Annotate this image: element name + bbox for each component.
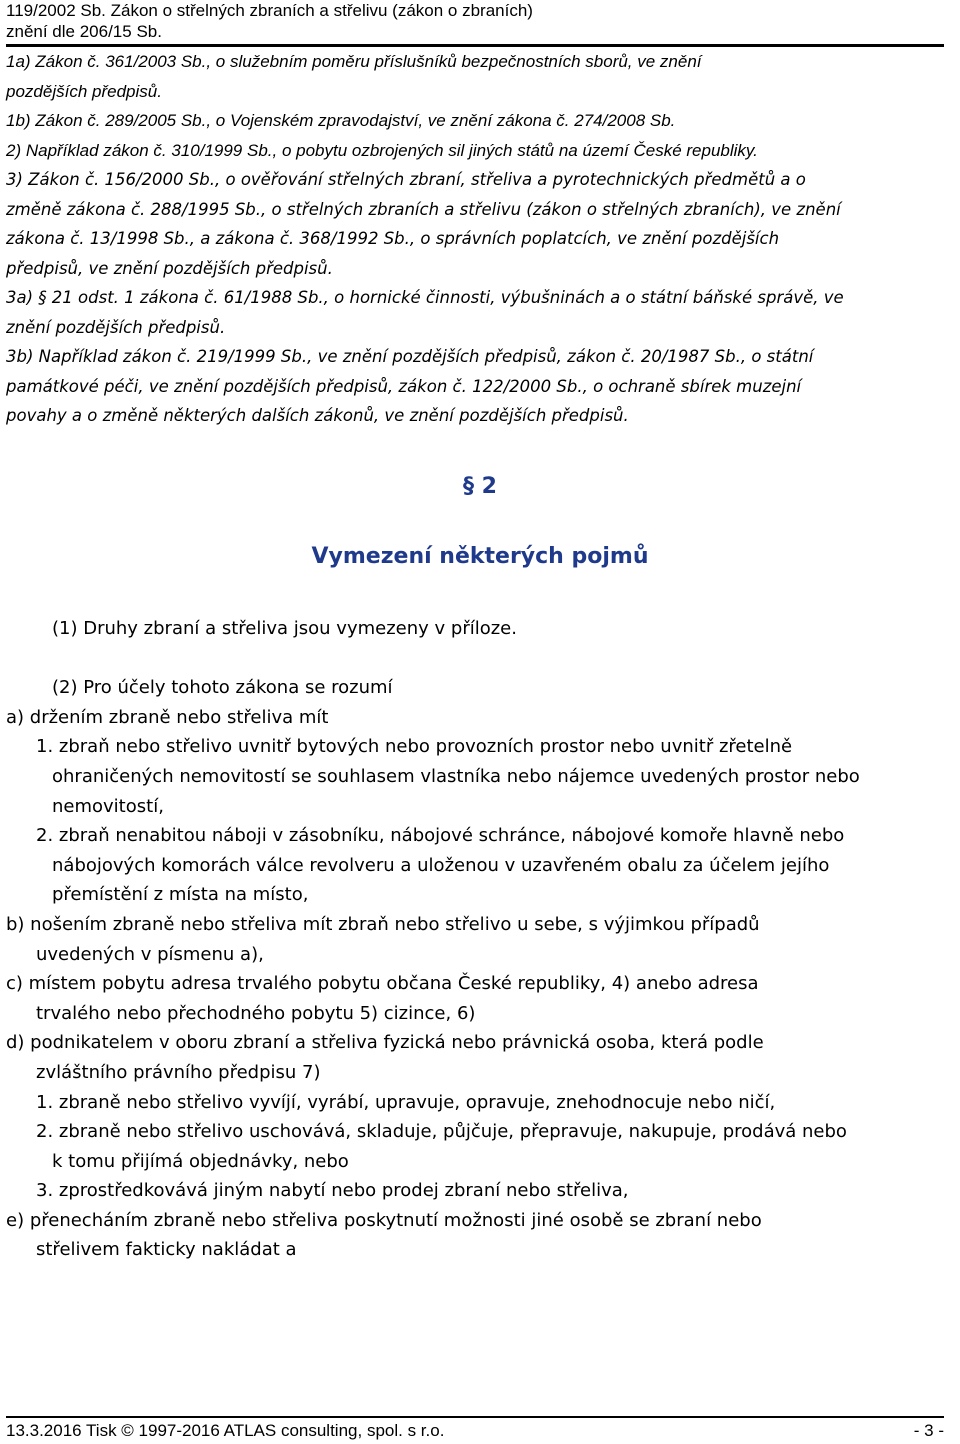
page-header xyxy=(6,0,944,42)
footnote-line: 2) Například zákon č. 310/1999 Sb., o pobytu ozbrojených sil jiných států na území České republiky. xyxy=(6,140,758,160)
footnote-line: povahy a o změně některých dalších zákonů, ve znění pozdějších předpisů. xyxy=(6,406,629,425)
item-d2: 2. zbraně nebo střelivo uschovává, skladuje, půjčuje, přepravuje, nakupuje, prodává nebo xyxy=(36,1121,847,1143)
footnote-line: 1b) Zákon č. 289/2005 Sb., o Vojenském zpravodajství, ve znění zákona č. 274/2008 Sb. xyxy=(6,111,676,130)
item-b: b) nošením zbraně nebo střeliva mít zbraň nebo střelivo u sebe, s výjimkou případů xyxy=(6,913,760,935)
footnotes xyxy=(6,47,946,431)
item-d: d) podnikatelem v oboru zbraní a střeliva fyzická nebo právnická osoba, která podle xyxy=(6,1032,764,1054)
footnote-line: předpisů, ve znění pozdějších předpisů. xyxy=(6,258,333,278)
footnote-line: 1a) Zákon č. 361/2003 Sb., o služebním poměru příslušníků bezpečnostních sborů, ve znění xyxy=(6,52,702,71)
item-e: e) přenecháním zbraně nebo střeliva poskytnutí možnosti jiné osobě se zbraní nebo xyxy=(6,1209,762,1231)
item-a2-cont: přemístění z místa na místo, xyxy=(52,884,309,906)
footnote-line: pozdějších předpisů. xyxy=(6,81,162,101)
document-title: 119/2002 Sb. Zákon o střelných zbraních a střelivu (zákon o zbraních) xyxy=(6,1,533,20)
item-d2-cont: k tomu přijímá objednávky, nebo xyxy=(52,1150,349,1172)
section-body xyxy=(6,614,960,1265)
item-a: a) držením zbraně nebo střeliva mít xyxy=(6,706,329,728)
document-version: znění dle 206/15 Sb. xyxy=(6,22,162,41)
paragraph-1: (1) Druhy zbraní a střeliva jsou vymezeny v příloze. xyxy=(52,618,517,639)
footnote-line: 3) Zákon č. 156/2000 Sb., o ověřování střelných zbraní, střeliva a pyrotechnických předmětů a o xyxy=(6,170,806,189)
item-a2-cont: nábojových komorách válce revolveru a uloženou v uzavřeném obalu za účelem jejího xyxy=(52,854,830,876)
footnote-line: 3b) Například zákon č. 219/1999 Sb., ve znění pozdějších předpisů, zákon č. 20/1987 Sb., o státní xyxy=(6,347,814,366)
item-c-cont: trvalého nebo přechodného pobytu 5) cizince, 6) xyxy=(36,1002,476,1024)
page-number: - 3 - xyxy=(913,1421,944,1440)
footnote-line: změně zákona č. 288/1995 Sb., o střelných zbraních a střelivu (zákon o střelných zbraních), ve znění xyxy=(6,199,841,219)
paragraph-2: (2) Pro účely tohoto zákona se rozumí xyxy=(52,677,393,699)
item-a1-cont: nemovitostí, xyxy=(52,795,164,817)
item-d3: 3. zprostředkovává jiným nabytí nebo prodej zbraní nebo střeliva, xyxy=(36,1180,629,1202)
item-d1: 1. zbraně nebo střelivo vyvíjí, vyrábí, upravuje, opravuje, znehodnocuje nebo ničí, xyxy=(36,1091,776,1113)
item-a1: 1. zbraň nebo střelivo uvnitř bytových nebo provozních prostor nebo uvnitř zřetelně xyxy=(36,736,793,758)
item-b-cont: uvedených v písmenu a), xyxy=(36,943,264,965)
footnote-line: zákona č. 13/1998 Sb., a zákona č. 368/1992 Sb., o správních poplatcích, ve znění pozdějších xyxy=(6,229,780,248)
section-number: § 2 xyxy=(463,474,497,499)
item-a2: 2. zbraň nenabitou náboji v zásobníku, nábojové schránce, nábojové komoře hlavně nebo xyxy=(36,825,845,847)
footer-imprint: 13.3.2016 Tisk © 1997-2016 ATLAS consulting, spol. s r.o. xyxy=(6,1421,445,1440)
footnote-line: znění pozdějších předpisů. xyxy=(6,317,226,337)
blank-line xyxy=(6,644,960,674)
item-a1-cont: ohraničených nemovitostí se souhlasem vlastníka nebo nájemce uvedených prostor nebo xyxy=(52,765,860,787)
footnote-line: 3a) § 21 odst. 1 zákona č. 61/1988 Sb., o hornické činnosti, výbušninách a o státní báňské správě, ve xyxy=(6,288,844,307)
footer-rule xyxy=(6,1416,944,1418)
section-title: Vymezení některých pojmů xyxy=(311,544,649,569)
item-e-cont: střelivem fakticky nakládat a xyxy=(36,1239,297,1261)
footnote-line: památkové péči, ve znění pozdějších předpisů, zákon č. 122/2000 Sb., o ochraně sbírek muzejní xyxy=(6,376,802,396)
item-d-cont: zvláštního právního předpisu 7) xyxy=(36,1061,321,1083)
item-c: c) místem pobytu adresa trvalého pobytu občana České republiky, 4) anebo adresa xyxy=(6,973,759,995)
